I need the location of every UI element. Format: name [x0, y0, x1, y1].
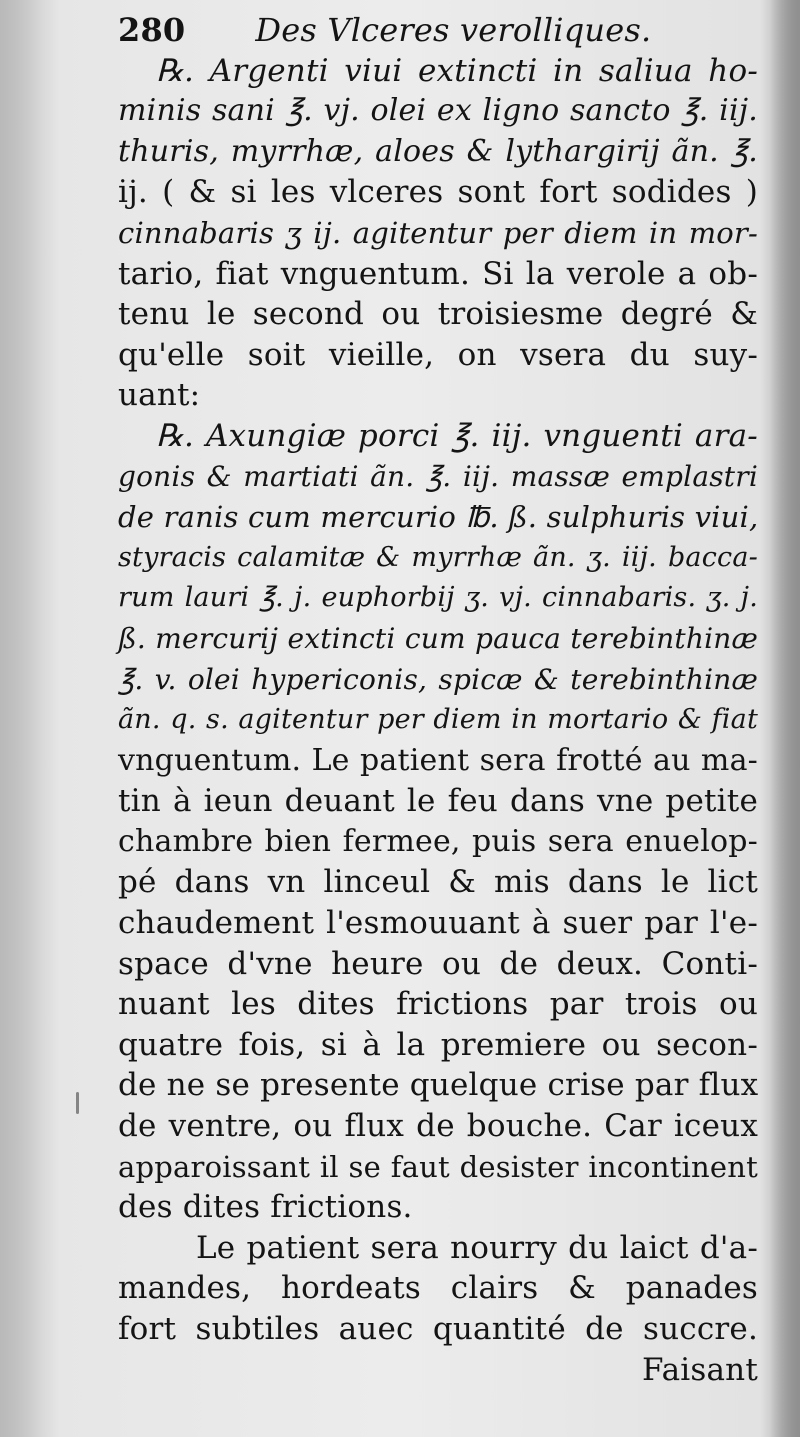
- text-line: styracis calamitæ & myrrhæ ãn. ʒ. iij. bacca-: [118, 541, 758, 573]
- text-line: de ventre, ou flux de bouche. Car iceux: [118, 1108, 758, 1145]
- text-line: fort subtiles auec quantité de succre.: [118, 1311, 758, 1347]
- text-line: vnguentum. Le patient sera frotté au ma-: [118, 742, 758, 778]
- text-line: thuris, myrrhæ, aloes & lythargirij ãn. ℥.: [118, 133, 758, 169]
- text-line: ℞. Argenti viui extincti in saliua ho-: [156, 52, 758, 89]
- text-line: gonis & martiati ãn. ℥. iij. massæ emplastri: [118, 459, 758, 493]
- text-line: ℞. Axungiæ porci ℥. iij. vnguenti ara-: [156, 417, 758, 454]
- running-title: Des Vlceres verolliques.: [255, 11, 652, 49]
- text-line: space d'vne heure ou de deux. Conti-: [118, 945, 758, 982]
- running-header: [118, 10, 758, 51]
- text-line: uant:: [118, 377, 201, 414]
- text-line: de ranis cum mercurio ℔. ß. sulphuris viui,: [118, 500, 759, 535]
- text-line: chaudement l'esmouuant à suer par l'e-: [118, 905, 758, 942]
- ink-mark: [76, 1092, 79, 1114]
- text-line: ℥. v. olei hypericonis, spicæ & terebinthinæ: [118, 662, 758, 696]
- text-line: ij. ( & si les vlceres sont fort sodides ): [118, 174, 758, 211]
- text-line: quatre fois, si à la premiere ou secon-: [118, 1026, 758, 1063]
- text-line: minis sani ℥. vj. olei ex ligno sancto ℥. iij.: [118, 93, 758, 129]
- text-line: nuant les dites frictions par trois ou: [118, 986, 758, 1023]
- page-number: 280: [118, 11, 186, 49]
- text-line: des dites frictions.: [118, 1189, 413, 1226]
- page-gutter-shadow: [0, 0, 60, 1437]
- catchword: Faisant: [641, 1351, 758, 1388]
- text-line: qu'elle soit vieille, on vsera du suy-: [118, 336, 758, 373]
- text-line: tenu le second ou troisiesme degré &: [118, 296, 758, 333]
- text-line: tario, fiat vnguentum. Si la verole a ob-: [118, 255, 758, 292]
- page-edge-shadow: [770, 0, 800, 1437]
- text-block: [118, 10, 758, 1390]
- text-line: pé dans vn linceul & mis dans le lict: [118, 864, 758, 901]
- text-line: cinnabaris ʒ ij. agitentur per diem in mor-: [118, 215, 758, 250]
- text-line: chambre bien fermee, puis sera enuelop-: [118, 823, 758, 859]
- text-line: ß. mercurij extincti cum pauca terebinthinæ: [118, 621, 758, 655]
- text-line: tin à ieun deuant le feu dans vne petite: [118, 783, 758, 820]
- text-line: Le patient sera nourry du laict d'a-: [196, 1229, 758, 1266]
- text-line: de ne se presente quelque crise par flux: [118, 1067, 759, 1104]
- text-line: rum lauri ℥. j. euphorbij ʒ. vj. cinnabaris. ʒ. j.: [118, 582, 758, 614]
- text-line: mandes, hordeats clairs & panades: [118, 1270, 758, 1307]
- text-line: apparoissant il se faut desister incontinent: [118, 1149, 758, 1184]
- text-line: ãn. q. s. agitentur per diem in mortario & fiat: [118, 704, 758, 736]
